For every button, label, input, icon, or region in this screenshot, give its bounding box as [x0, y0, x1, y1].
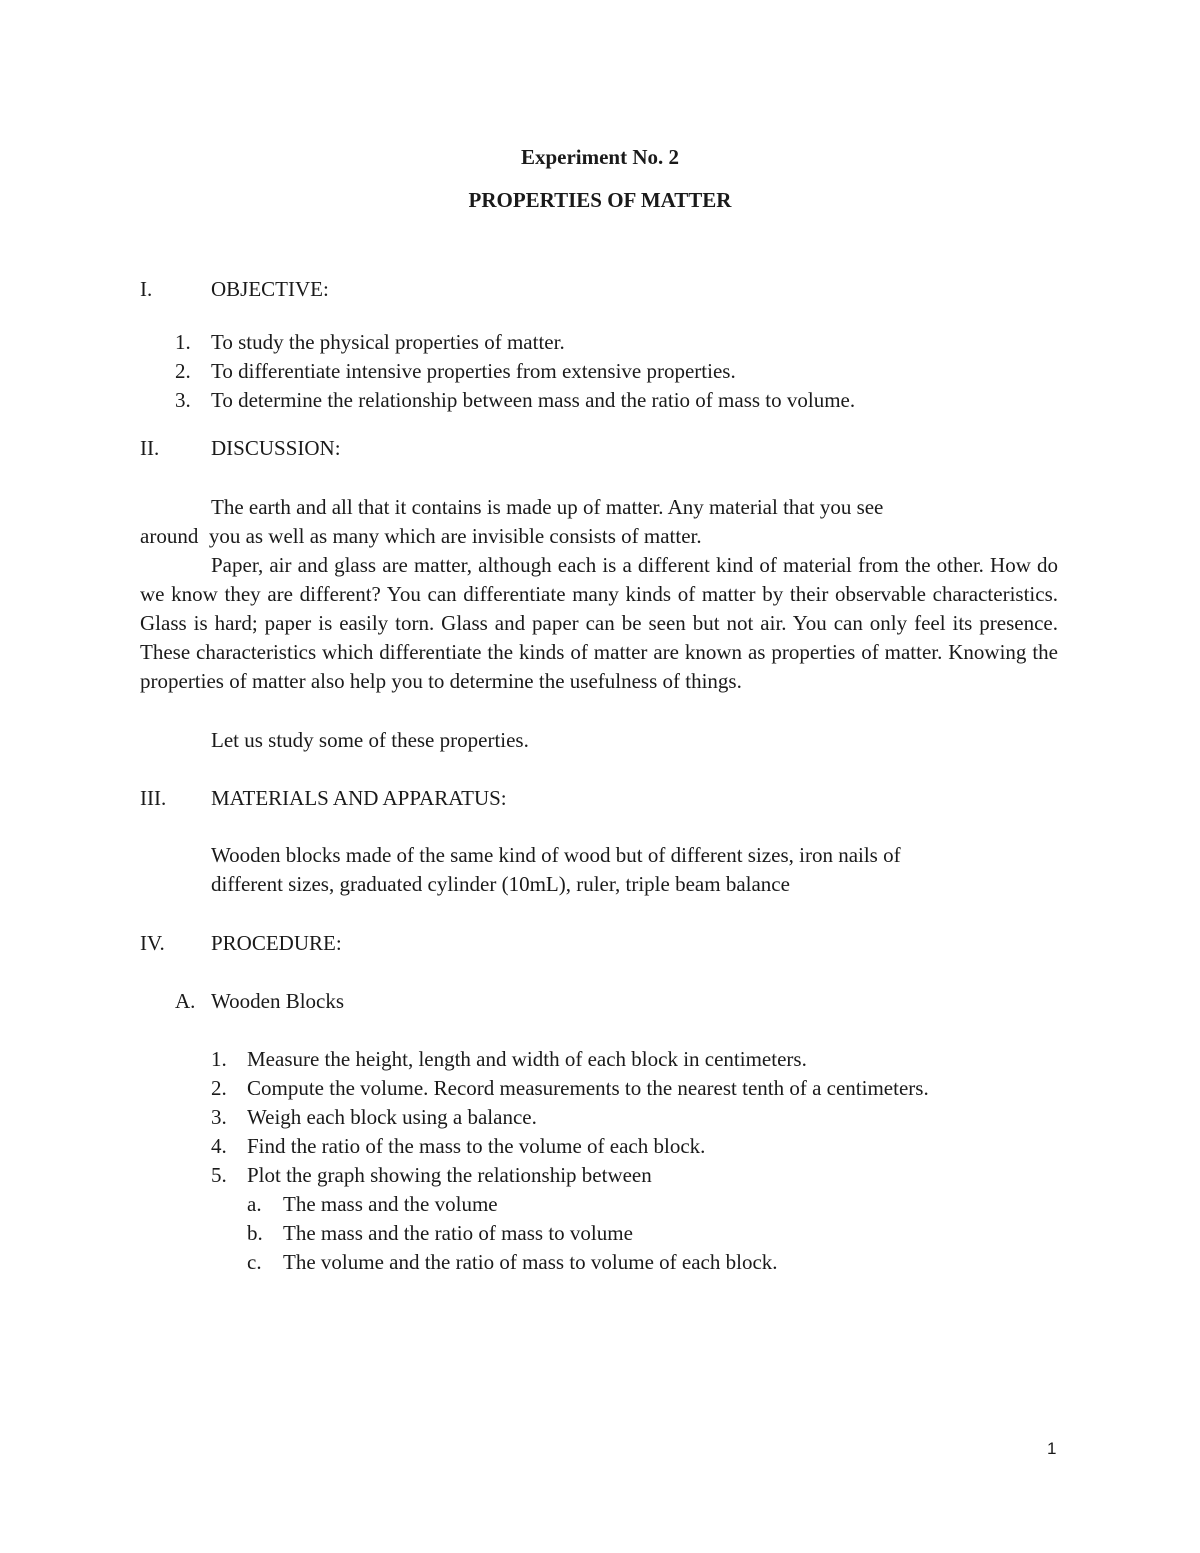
list-marker: a. — [247, 1192, 262, 1216]
list-marker: 1. — [211, 1047, 227, 1071]
section-label: PROCEDURE: — [211, 931, 342, 955]
section-label: MATERIALS AND APPARATUS: — [211, 786, 507, 810]
list-text: The volume and the ratio of mass to volume of each block. — [283, 1250, 778, 1274]
section-number: IV. — [140, 931, 165, 955]
section-number: II. — [140, 436, 160, 460]
materials-line-1: Wooden blocks made of the same kind of wood but of different sizes, iron nails of — [211, 843, 901, 867]
list-marker: b. — [247, 1221, 263, 1245]
list-marker: 1. — [175, 330, 191, 354]
section-label: DISCUSSION: — [211, 436, 341, 460]
discussion-paragraph-1-line-2: around you as well as many which are invisible consists of matter. — [140, 524, 702, 548]
materials-line-2: different sizes, graduated cylinder (10mL), ruler, triple beam balance — [211, 872, 790, 896]
page-number: 1 — [1047, 1439, 1057, 1458]
list-marker: 2. — [211, 1076, 227, 1100]
discussion-paragraph-2: Paper, air and glass are matter, although each is a different kind of material from the other. How do we know they are different? You can differentiate many kinds of matter by their observable characteristics. Glass is hard; paper is easily torn. Glass and paper can be seen but not air. You can only feel its presence. These characteristics which differentiate the kinds of matter are known as properties of matter. Knowing the properties of matter also help you to determine the usefulness of things. — [140, 553, 1058, 693]
subsection-label: Wooden Blocks — [211, 989, 345, 1013]
section-number: III. — [140, 786, 167, 810]
subsection-marker: A. — [175, 989, 196, 1013]
list-text: Find the ratio of the mass to the volume of each block. — [247, 1134, 706, 1158]
discussion-paragraph-1-line-1: The earth and all that it contains is made up of matter. Any material that you see — [211, 495, 884, 519]
list-text: Plot the graph showing the relationship between — [247, 1163, 652, 1187]
list-marker: 3. — [211, 1105, 227, 1129]
list-text: Weigh each block using a balance. — [247, 1105, 537, 1129]
document-title: Experiment No. 2 — [520, 145, 680, 169]
section-number: I. — [140, 277, 153, 301]
document-subtitle: PROPERTIES OF MATTER — [468, 188, 732, 212]
list-marker: 2. — [175, 359, 191, 383]
list-text: Measure the height, length and width of each block in centimeters. — [247, 1047, 807, 1071]
list-text: To differentiate intensive properties from extensive properties. — [211, 359, 736, 383]
list-marker: 5. — [211, 1163, 227, 1187]
discussion-paragraph-3: Let us study some of these properties. — [211, 728, 529, 752]
list-text: Compute the volume. Record measurements to the nearest tenth of a centimeters. — [247, 1076, 929, 1100]
list-marker: 4. — [211, 1134, 227, 1158]
section-label: OBJECTIVE: — [211, 277, 329, 301]
list-text: To study the physical properties of matter. — [211, 330, 565, 354]
list-marker: c. — [247, 1250, 262, 1274]
list-text: The mass and the ratio of mass to volume — [283, 1221, 633, 1245]
list-text: To determine the relationship between mass and the ratio of mass to volume. — [211, 388, 856, 412]
list-marker: 3. — [175, 388, 191, 412]
list-text: The mass and the volume — [283, 1192, 498, 1216]
